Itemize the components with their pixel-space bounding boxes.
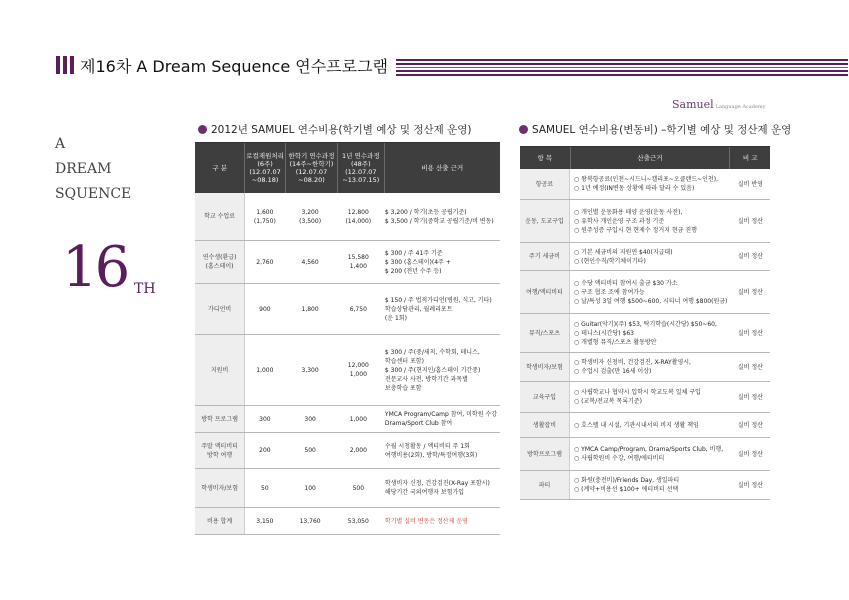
cell-text: 900	[259, 305, 271, 313]
row-note: 실비 정산	[737, 481, 763, 489]
cell-text: 13,760	[299, 517, 321, 525]
value-semester	[285, 193, 336, 240]
cell-text: 15,580	[347, 254, 369, 261]
bullet-line	[574, 257, 646, 266]
circle-bullet-icon: ○	[574, 398, 582, 405]
row-item: 방학프로그램	[520, 438, 570, 470]
circle-bullet-icon: ○	[574, 257, 582, 265]
header-note: 비 고	[742, 154, 758, 162]
bullet-line	[574, 217, 664, 226]
cell-text: 호스텔 내 시설, 기관시내서의 비지 생활 책임	[581, 421, 699, 429]
bullet-line	[574, 208, 682, 217]
row-label	[195, 406, 245, 432]
table-row	[195, 469, 500, 508]
bullet-icon	[198, 125, 207, 134]
header-category: 구 분	[195, 143, 245, 193]
cell-text: 12,000	[347, 362, 369, 369]
cell-text: 3,200	[301, 208, 319, 216]
table-row	[520, 471, 770, 500]
table-row	[520, 243, 770, 271]
cell-text: 왕복항공료(인천~시드니~캘리포~오클랜드~인천),	[581, 176, 718, 183]
cell-text: 전문교사 사전, 방학기간 과목별	[384, 375, 468, 383]
cell-text: (3,500)	[299, 217, 322, 225]
table-row	[195, 508, 500, 535]
bullet-line	[574, 175, 718, 184]
cell-text: 50	[261, 484, 269, 492]
circle-bullet-icon: ○	[574, 248, 582, 256]
row-note: 실비 반영	[737, 180, 763, 188]
cell-text: 테니스(시간당) $63	[581, 329, 634, 337]
cell-text: 개인별 운동화용 태양 운영(운동 사전),	[581, 208, 683, 216]
header-basis: 산출근거	[571, 147, 731, 169]
cell-text: 학생비자/보험	[201, 484, 238, 492]
table-row	[195, 193, 500, 241]
row-note: 실비 정산	[737, 421, 763, 429]
cell-text: (교복/전교복 목록기준)	[581, 398, 642, 405]
cell-text: Drama/Sport Club 참여	[384, 420, 453, 427]
row-item: 항공료	[520, 169, 570, 199]
cell-text: 300	[259, 415, 271, 423]
side-word-sequence: SQUENCE	[55, 186, 132, 202]
cell-text: 500	[304, 447, 316, 454]
header-semester: 한학기 연수과정 (14주~한학기) (12.07.07 ~08.20)	[286, 143, 338, 193]
left-section-title: 2012년 SAMUEL 연수비용(학기별 예상 및 정산제 운영)	[198, 122, 472, 137]
header-rule	[396, 59, 848, 78]
cell-text: 사립학원비 수강, 여행/에티비티	[581, 455, 665, 462]
table-body	[520, 169, 770, 500]
value-year	[336, 469, 381, 507]
cell-text: 방학 프로그램	[201, 415, 238, 423]
table-body	[195, 193, 500, 535]
circle-bullet-icon: ○	[574, 176, 582, 183]
cell-text: 100	[304, 484, 316, 492]
cell-text: 학교 수업료	[204, 213, 236, 220]
cell-text: 1,000	[256, 366, 274, 374]
cost-table-fixed	[195, 142, 500, 535]
cell-text: $ 300 / 주 41주 기준	[384, 249, 443, 257]
bullet-line	[574, 397, 642, 406]
row-label	[195, 469, 245, 507]
cell-text: 12,800	[347, 208, 369, 216]
row-basis	[570, 200, 731, 242]
cell-text: 원주성증 구입시 현 현제수 정거지 현금 진행	[581, 226, 697, 234]
row-label	[195, 335, 245, 405]
row-basis	[570, 353, 731, 381]
value-year	[336, 406, 381, 432]
row-item: 학생비자/보험	[520, 353, 570, 381]
table-row	[520, 353, 770, 382]
bullet-line	[574, 454, 664, 463]
row-item: 파티	[520, 471, 570, 499]
table-row	[520, 382, 770, 413]
circle-bullet-icon: ○	[574, 329, 582, 337]
row-note: 실비 정산	[737, 329, 763, 337]
header-basis: 비용 산출 근거	[421, 164, 464, 172]
cell-text: Guitar(악기)(주) $53, 탁기학습(시간당) $50~60,	[581, 320, 717, 328]
circle-bullet-icon: ○	[574, 421, 582, 429]
value-year	[336, 241, 381, 283]
row-note: 실비 정산	[737, 217, 763, 225]
row-basis	[381, 406, 500, 432]
value-year	[336, 193, 381, 240]
cell-text: YMCA Program/Camp 참여, 미학원 수강	[384, 411, 498, 418]
cell-text: 53,050	[347, 517, 369, 525]
cell-text: 학생비자 신청비, 건강검진, X-RAY촬영시,	[581, 359, 691, 366]
table-header	[520, 147, 770, 169]
row-label	[195, 508, 245, 534]
row-item: 교육구입	[520, 382, 570, 412]
table-row	[520, 271, 770, 314]
cell-text: $ 150 / 주 법적가디언(병원, 식고, 기타)	[384, 296, 492, 304]
row-note: 실비 정산	[737, 393, 763, 401]
table-row	[520, 200, 770, 243]
value-6week	[245, 193, 284, 240]
row-label	[195, 284, 245, 334]
cell-text: (14,000)	[345, 217, 372, 225]
header-year: 1년 연수과정 (48주) (12.07.07 ~13.07.15)	[338, 143, 384, 193]
cell-text: 개별형 뮤직/스포츠 활동방안	[581, 338, 657, 346]
circle-bullet-icon: ○	[574, 208, 582, 216]
cell-text: (계약+비용선 $100+ 에티비티 선택	[581, 486, 679, 493]
cell-text: 유학사 개인운영 구조 과정 기준	[581, 217, 665, 225]
value-6week	[245, 406, 284, 432]
row-item: 주기 세금비	[520, 243, 570, 270]
cell-text: 300	[304, 415, 316, 423]
row-basis	[570, 243, 731, 270]
circle-bullet-icon: ○	[574, 368, 582, 375]
header-6week: 로컬재원처리 (6주) (12.07.07 ~08.18)	[245, 143, 285, 193]
row-label	[195, 433, 245, 468]
cell-text: 수당 액티비티 참여시 출금 $30 가소	[581, 279, 678, 287]
bullet-line	[574, 329, 634, 338]
bullet-line	[574, 320, 717, 329]
value-year	[336, 433, 381, 468]
cell-text: 3,300	[301, 366, 319, 374]
cell-text: 학생비자 신청, 건강검진(X-Ray 포함시)	[384, 480, 490, 487]
bullet-line	[574, 338, 657, 347]
edition-number: 16	[62, 235, 128, 300]
row-basis	[570, 382, 731, 412]
cell-text: 사립학교나 협약시 입학시 학교도복 일체 구입	[581, 389, 701, 396]
bullet-line	[574, 476, 679, 485]
cell-text: 구조 협조 조에 참여가능	[581, 288, 645, 296]
circle-bullet-icon: ○	[574, 389, 582, 396]
value-semester	[285, 335, 336, 405]
bullet-line	[574, 445, 723, 454]
cell-text: 200	[259, 447, 271, 454]
cell-text: (홈스테이)	[205, 263, 234, 270]
value-semester	[285, 241, 336, 283]
cell-text: 4,560	[301, 258, 319, 266]
cell-text: YMCA Camp/Program, Drama/Sports Club, 비행,	[581, 446, 724, 453]
cell-text: 여행비용(2회), 방학/특정여행(3회)	[384, 451, 478, 459]
cell-text: 연수생(환급)	[202, 254, 237, 261]
row-basis	[570, 271, 731, 313]
row-item: 생활잡비	[520, 413, 570, 437]
cell-text: 수월 시청활동 / 액티비티 주 1회	[384, 442, 470, 450]
bullet-line	[574, 226, 697, 235]
row-note: 실비 정산	[737, 450, 763, 458]
cell-text: $ 200 (전년 수주 등)	[384, 267, 442, 275]
cell-text: 수업시 검출(만 16세 이상)	[581, 368, 652, 375]
value-semester	[285, 406, 336, 432]
brand-logo: Samuel Language Academy	[672, 98, 766, 111]
row-basis	[381, 335, 500, 405]
row-basis	[381, 193, 500, 240]
row-item: 뮤직/스포츠	[520, 314, 570, 352]
row-label	[195, 241, 245, 283]
row-basis	[381, 469, 500, 507]
cell-text: 2,000	[349, 447, 367, 454]
cell-text: 가디언비	[208, 305, 232, 313]
bullet-line	[574, 297, 727, 306]
cell-text: 기본 세금비의 지원연 $40(지급대)	[581, 248, 673, 256]
cell-text: 6,750	[349, 305, 367, 313]
cell-text: 날/특성 3일 여행 $500~600, 시티너 여행 $800(원금)	[581, 297, 728, 305]
circle-bullet-icon: ○	[574, 486, 582, 493]
row-item: 운동, 도교구입	[520, 200, 570, 242]
cell-text: 학습센터 포함)	[384, 357, 424, 365]
row-basis	[570, 413, 731, 437]
circle-bullet-icon: ○	[574, 446, 582, 453]
bullet-icon	[519, 125, 528, 134]
header-item: 항 목	[520, 147, 571, 169]
circle-bullet-icon: ○	[574, 297, 582, 305]
row-basis	[570, 169, 731, 199]
row-basis	[570, 438, 731, 470]
cell-text: 주말 액티비티	[201, 442, 238, 450]
cell-text: 지원비	[210, 366, 229, 374]
cell-text: (현인수직/학기체이기타)	[581, 257, 646, 265]
side-word-a: A	[55, 136, 66, 152]
circle-bullet-icon: ○	[574, 288, 582, 296]
circle-bullet-icon: ○	[574, 279, 582, 287]
cell-text: 500	[352, 484, 365, 492]
bullet-line	[574, 279, 678, 288]
row-basis	[570, 471, 731, 499]
bullet-line	[574, 248, 673, 257]
circle-bullet-icon: ○	[574, 320, 582, 328]
value-6week	[245, 469, 284, 507]
cell-text: (1,750)	[253, 217, 276, 225]
circle-bullet-icon: ○	[574, 185, 582, 192]
row-basis	[381, 284, 500, 334]
cell-text: $ 300 / 주(중/세칙, 수학회, 테니스,	[384, 348, 480, 356]
row-item: 여행/액티비티	[520, 271, 570, 313]
row-note: 실비 정산	[737, 253, 763, 260]
right-section-title: SAMUEL 연수비용(변동비) –학기별 예상 및 정산제 운영	[519, 122, 791, 137]
cell-text: 1,600	[256, 208, 274, 216]
cell-text: 학기별 실비 변동은 정산제 운영	[384, 517, 468, 525]
value-6week	[245, 508, 284, 534]
bullet-line	[574, 288, 645, 297]
cell-text: 1,800	[301, 305, 319, 313]
row-note: 실비 정산	[737, 363, 763, 371]
value-6week	[245, 433, 284, 468]
circle-bullet-icon: ○	[574, 359, 582, 366]
cell-text: 해당기간 국외여행자 보험가입	[384, 489, 465, 496]
cell-text: (운 1회)	[384, 314, 407, 322]
cost-table-variable	[520, 146, 770, 500]
bullet-line	[574, 388, 701, 397]
circle-bullet-icon: ○	[574, 226, 582, 234]
table-row	[195, 284, 500, 335]
cell-text: 보충학습 포함	[384, 384, 422, 392]
page-header	[56, 54, 796, 80]
cell-text: 1,000	[349, 371, 367, 378]
cell-text: 2,760	[256, 258, 274, 266]
bullet-line	[574, 367, 651, 376]
row-basis	[381, 508, 500, 534]
row-basis	[381, 241, 500, 283]
edition-suffix: TH	[134, 281, 156, 297]
table-row	[520, 438, 770, 471]
circle-bullet-icon: ○	[574, 217, 582, 225]
bullet-line	[574, 485, 678, 494]
cell-text: $ 300 / 주(현지인/홈스테이 기간중)	[384, 366, 481, 374]
value-semester	[285, 433, 336, 468]
circle-bullet-icon: ○	[574, 477, 582, 484]
row-basis	[570, 314, 731, 352]
cell-text: 3,150	[256, 517, 274, 525]
value-year	[336, 284, 381, 334]
side-word-dream: DREAM	[55, 161, 112, 177]
cell-text: 화원(충전비)/Friends Day, 생일파티	[581, 477, 680, 484]
page-title: 제16차 A Dream Sequence 연수프로그램	[80, 57, 388, 76]
value-year	[336, 335, 381, 405]
value-semester	[285, 469, 336, 507]
header-marks	[56, 56, 74, 74]
table-row	[520, 169, 770, 200]
row-basis	[381, 433, 500, 468]
bullet-line	[574, 358, 691, 367]
cell-text: 방학 여행	[207, 451, 233, 459]
value-year	[336, 508, 381, 534]
row-note: 실비 정산	[737, 288, 763, 296]
table-row	[520, 413, 770, 438]
cell-text: 학습상담관리, 월례리포트	[384, 305, 453, 313]
row-label	[195, 193, 245, 240]
value-semester	[285, 508, 336, 534]
cell-text: $ 3,500 / 학기(중학교 공립기준/비 변동)	[384, 217, 494, 225]
table-row	[520, 314, 770, 353]
cell-text: $ 3,200 / 학기(초등 공립기준)	[384, 208, 467, 216]
cell-text: 비용 합계	[207, 517, 233, 525]
cell-text: 1년 예정(IN변동 상황에 따라 달라 수 있음)	[581, 185, 695, 192]
value-6week	[245, 335, 284, 405]
bullet-line	[574, 421, 699, 430]
bullet-line	[574, 184, 694, 193]
table-header	[195, 143, 500, 193]
table-row	[195, 335, 500, 406]
value-semester	[285, 284, 336, 334]
value-6week	[245, 284, 284, 334]
table-row	[195, 433, 500, 469]
cell-text: 1,000	[349, 415, 367, 423]
table-row	[195, 406, 500, 433]
cell-text: $ 300 (홈스테이)(4주 +	[384, 258, 451, 266]
table-row	[195, 241, 500, 284]
circle-bullet-icon: ○	[574, 338, 582, 346]
cell-text: 1,400	[349, 263, 367, 270]
value-6week	[245, 241, 284, 283]
circle-bullet-icon: ○	[574, 455, 582, 462]
